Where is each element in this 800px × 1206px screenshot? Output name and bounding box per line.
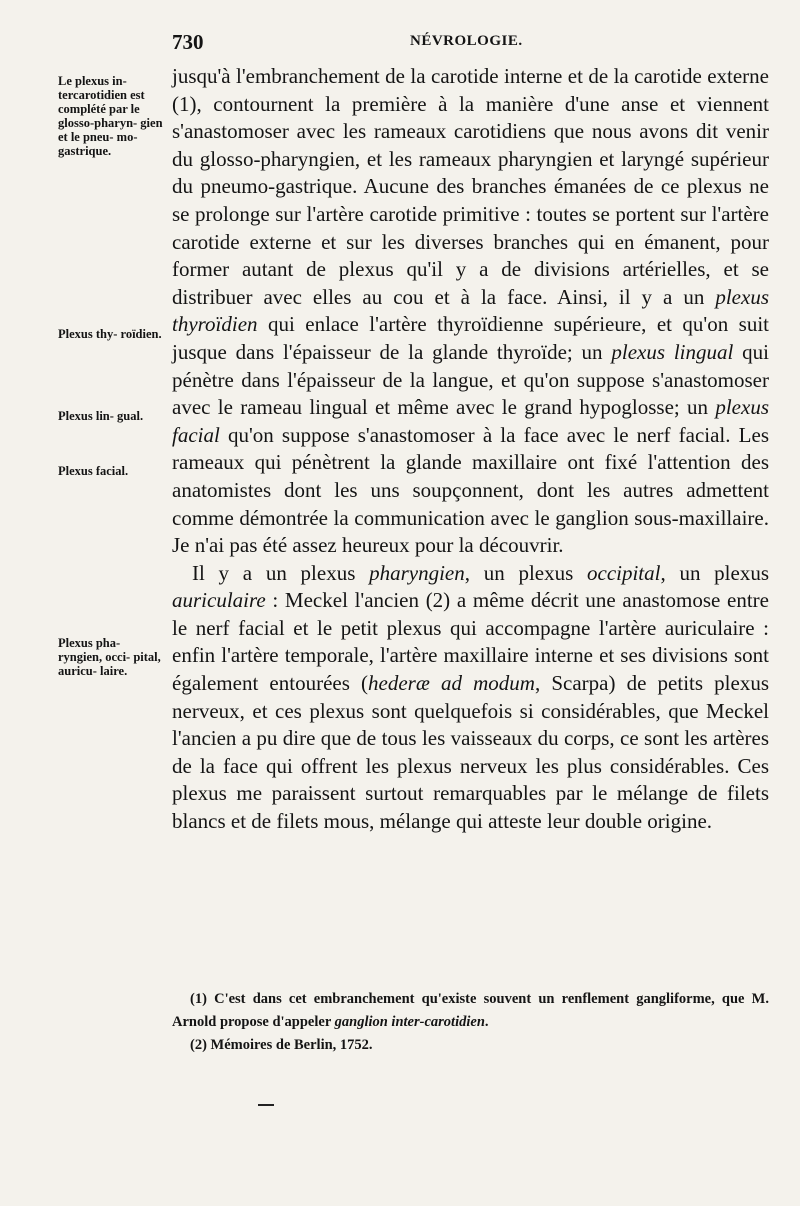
paragraph-2 (172, 560, 769, 836)
text-run: jusqu'à l'embranchement de la carotide interne et de la carotide externe (1), contournent la première à la manière d'une anse et viennent s'anastomoser avec les rameaux carotidiens que nous avons dit venir du glosso-pharyngien, et les rameaux pharyngien et laryngé supérieur du pneumo-gastrique. Aucune des branches émanées de ce plexus ne se prolonge sur l'artère carotide primitive : toutes se portent sur l'artère carotide externe et sur les diverses branches qui en émanent, pour former autant de plexus qu'il y a de divisions artérielles, et se distribuer avec elles au cou et à la face. Ainsi, il y a un (172, 64, 769, 309)
text-run: (1) C'est dans cet embranchement qu'existe souvent un renflement gangliforme, que M. Arnold propose d'appeler (172, 991, 769, 1030)
italic-term: auriculaire (172, 588, 266, 613)
italic-term: plexus thyroïdien (172, 284, 769, 337)
footnotes (172, 988, 769, 1057)
ink-mark (258, 1104, 274, 1106)
text-run: . (484, 1014, 489, 1030)
text-run: qu'on suppose s'anastomoser à la face avec le nerf facial. Les rameaux qui pénètrent la glande maxillaire ont fixé l'attention des anatomistes dont les uns soupçonnent, dont les autres admettent comme démontrée la communication avec le ganglion sous-maxillaire. Je n'ai pas été assez heureux pour la découvrir. (172, 422, 769, 558)
margin-note-intercarotid: Le plexus in- tercarotidien est complété par le glosso-pharyn- gien et le pneu- mo-gastrique. (58, 74, 163, 158)
paragraph-1 (172, 63, 769, 560)
main-text (172, 63, 769, 836)
text-run: , Scarpa) de petits plexus nerveux, et ces plexus sont quelquefois si considérables, que Meckel l'ancien a pu dire que de tous les vaisseaux du corps, ce sont les artères de la face qui offrent les plexus nerveux les plus considérables. Ces plexus me paraissent surtout remarquables par le mélange de filets blancs et de filets mous, mélange qui atteste leur double origine. (172, 671, 769, 834)
text-run: Il y a un plexus (192, 560, 370, 585)
margin-note-lingual: Plexus lin- gual. (58, 409, 144, 423)
margin-note-thyroid: Plexus thy- roïdien. (58, 327, 162, 341)
page-header (172, 30, 772, 56)
text-run: , un plexus (464, 560, 587, 585)
footnote-2: (2) Mémoires de Berlin, 1752. (190, 1037, 373, 1053)
running-title: NÉVROLOGIE. (410, 33, 523, 49)
italic-term: ganglion inter-carotidien (334, 1014, 485, 1030)
italic-term: occipital (587, 560, 661, 585)
italic-term: plexus lingual (611, 339, 734, 364)
page-number: 730 (172, 30, 204, 54)
text-run: : Meckel l'ancien (2) a même décrit une anastomose entre le nerf facial et le petit plexus qui accompagne l'artère auriculaire : enfin l'artère temporale, l'artère maxillaire interne et ses divisions sont également entourées ( (172, 588, 769, 696)
margin-note-pharyngeal: Plexus pha- ryngien, occi- pital, auricu- laire. (58, 636, 161, 678)
italic-term: plexus facial (172, 395, 769, 447)
italic-term: hederæ ad modum (368, 671, 535, 696)
italic-term: pharyngien (369, 560, 465, 585)
footnote-1 (172, 988, 769, 1034)
text-run: , un plexus (660, 560, 770, 585)
text-run: qui enlace l'artère thyroïdienne supérieure, et qu'on suit jusque dans l'épaisseur de la glande thyroïde; un (172, 312, 769, 364)
text-run: qui pénètre dans l'épaisseur de la langue, et qu'on suppose s'anastomoser avec le rameau lingual et même avec le grand hypoglosse; un (172, 339, 769, 420)
margin-note-facial: Plexus facial. (58, 464, 129, 478)
